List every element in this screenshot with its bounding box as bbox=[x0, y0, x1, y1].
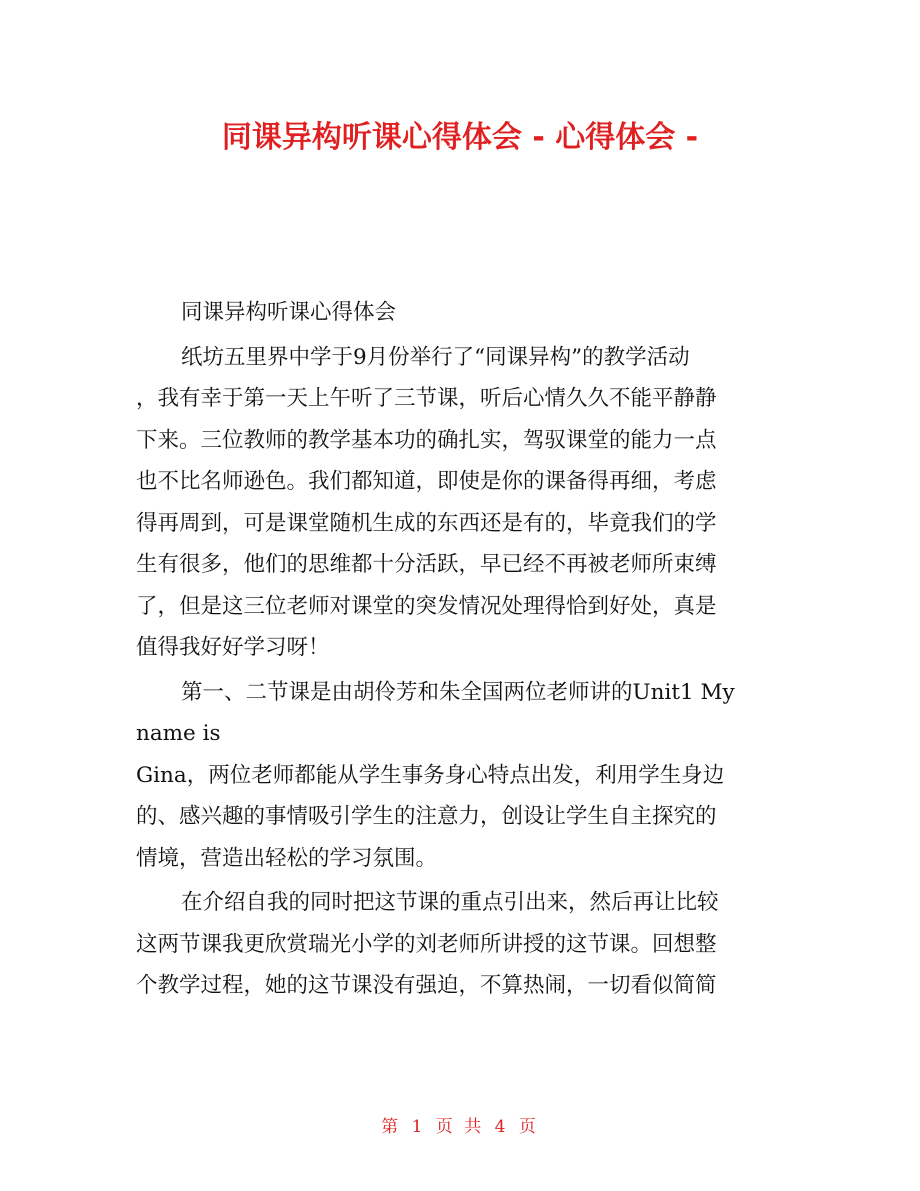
page-footer bbox=[0, 1112, 920, 1137]
paragraph-line: Gina，两位老师都能从学生事务身心特点出发，利用学生身边 bbox=[136, 762, 725, 788]
subheading-text: 同课异构听课心得体会 bbox=[181, 300, 397, 325]
paragraph-line: 也不比名师逊色。我们都知道，即使是你的课备得再细，考虑 bbox=[136, 469, 717, 494]
paragraph-1 bbox=[136, 337, 786, 669]
paragraph-line: 的、感兴趣的事情吸引学生的注意力，创设让学生自主探究的 bbox=[136, 804, 717, 829]
subheading bbox=[136, 292, 786, 334]
page-label-prefix: 第 bbox=[381, 1117, 402, 1137]
document-title: 同课异构听课心得体会 - 心得体会 - bbox=[221, 120, 699, 155]
paragraph-line: 在介绍自我的同时把这节课的重点引出来，然后再让比较 bbox=[181, 890, 719, 915]
paragraph-3 bbox=[136, 882, 786, 1007]
page-label-suffix: 页 bbox=[518, 1117, 539, 1137]
total-pages: 4 bbox=[494, 1117, 509, 1137]
paragraph-line: 值得我好好学习呀！ bbox=[136, 635, 330, 660]
page-label-mid: 页 共 bbox=[435, 1117, 485, 1137]
document-body bbox=[136, 292, 786, 1010]
paragraph-line: 情境，营造出轻松的学习氛围。 bbox=[136, 845, 438, 871]
paragraph-line: 这两节课我更欣赏瑞光小学的刘老师所讲授的这节课。回想整 bbox=[136, 931, 717, 957]
paragraph-line: 了，但是这三位老师对课堂的突发情况处理得恰到好处，真是 bbox=[136, 593, 717, 619]
paragraph-line: 纸坊五里界中学于9月份举行了“同课异构”的教学活动 bbox=[181, 344, 690, 370]
page-number: 1 bbox=[411, 1117, 426, 1137]
paragraph-line: 第一、二节课是由胡伶芳和朱全国两位老师讲的Unit1 My bbox=[181, 679, 735, 705]
paragraph-line: 个教学过程，她的这节课没有强迫，不算热闹，一切看似简简 bbox=[136, 973, 717, 998]
paragraph-line: ，我有幸于第一天上午听了三节课，听后心情久久不能平静静 bbox=[136, 386, 717, 411]
paragraph-line: 生有很多，他们的思维都十分活跃，早已经不再被老师所束缚 bbox=[136, 552, 717, 577]
paragraph-line: 得再周到，可是课堂随机生成的东西还是有的，毕竟我们的学 bbox=[136, 510, 717, 536]
paragraph-2 bbox=[136, 672, 786, 880]
paragraph-line: 下来。三位教师的教学基本功的确扎实，驾驭课堂的能力一点 bbox=[136, 427, 717, 453]
paragraph-line: name is bbox=[136, 721, 221, 746]
